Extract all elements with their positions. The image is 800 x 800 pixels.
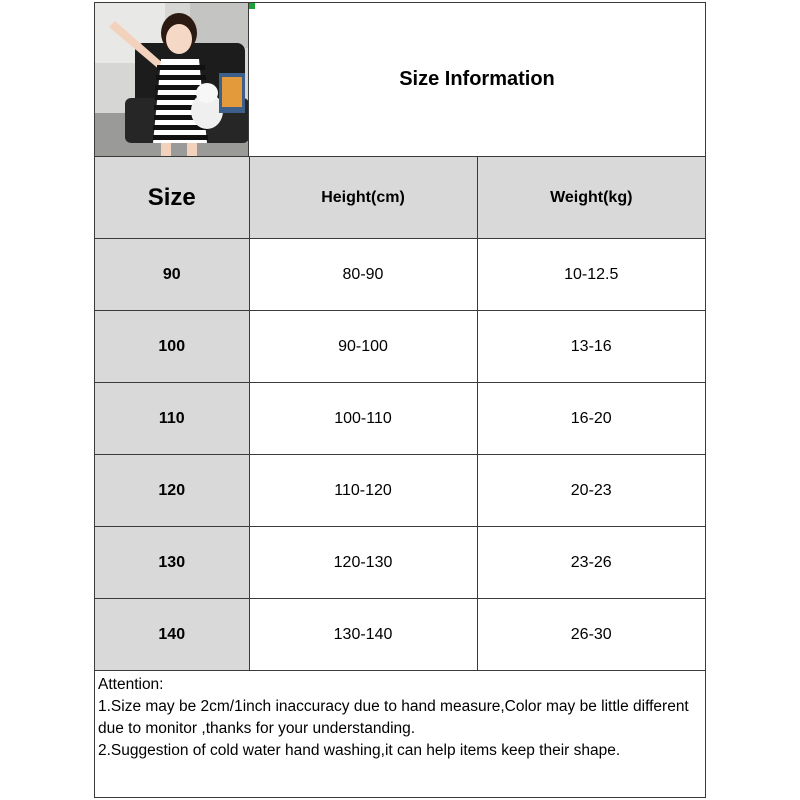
- weight-cell: 23-26: [477, 527, 705, 599]
- height-column-header: Height(cm): [249, 157, 477, 239]
- size-cell: 120: [95, 455, 249, 527]
- height-cell: 80-90: [249, 239, 477, 311]
- notes-line-1: 1.Size may be 2cm/1inch inaccuracy due to hand measure,Color may be little different due to monitor ,thanks for your understanding.: [98, 698, 689, 737]
- table-row: [95, 239, 705, 311]
- table-row: [95, 383, 705, 455]
- size-chart-sheet: [94, 2, 706, 798]
- height-cell: 110-120: [249, 455, 477, 527]
- page-title: Size Information: [399, 68, 555, 90]
- table-row: [95, 527, 705, 599]
- attention-notes: [95, 670, 705, 797]
- table-row: [95, 311, 705, 383]
- weight-cell: 13-16: [477, 311, 705, 383]
- notes-line-2: 2.Suggestion of cold water hand washing,it can help items keep their shape.: [98, 742, 621, 759]
- size-cell: 130: [95, 527, 249, 599]
- size-cell: 140: [95, 599, 249, 671]
- height-cell: 130-140: [249, 599, 477, 671]
- table-row: [95, 599, 705, 671]
- height-cell: 90-100: [249, 311, 477, 383]
- size-cell: 100: [95, 311, 249, 383]
- notes-heading: Attention:: [98, 676, 164, 693]
- weight-column-header: Weight(kg): [477, 157, 705, 239]
- product-photo: [95, 3, 249, 156]
- size-table: [95, 156, 705, 671]
- table-row: [95, 455, 705, 527]
- height-cell: 120-130: [249, 527, 477, 599]
- child-photo-illustration: [95, 3, 249, 156]
- size-cell: 90: [95, 239, 249, 311]
- height-cell: 100-110: [249, 383, 477, 455]
- size-cell: 110: [95, 383, 249, 455]
- weight-cell: 10-12.5: [477, 239, 705, 311]
- table-header-row: [95, 157, 705, 239]
- size-column-header: Size: [95, 157, 249, 239]
- weight-cell: 26-30: [477, 599, 705, 671]
- weight-cell: 16-20: [477, 383, 705, 455]
- weight-cell: 20-23: [477, 455, 705, 527]
